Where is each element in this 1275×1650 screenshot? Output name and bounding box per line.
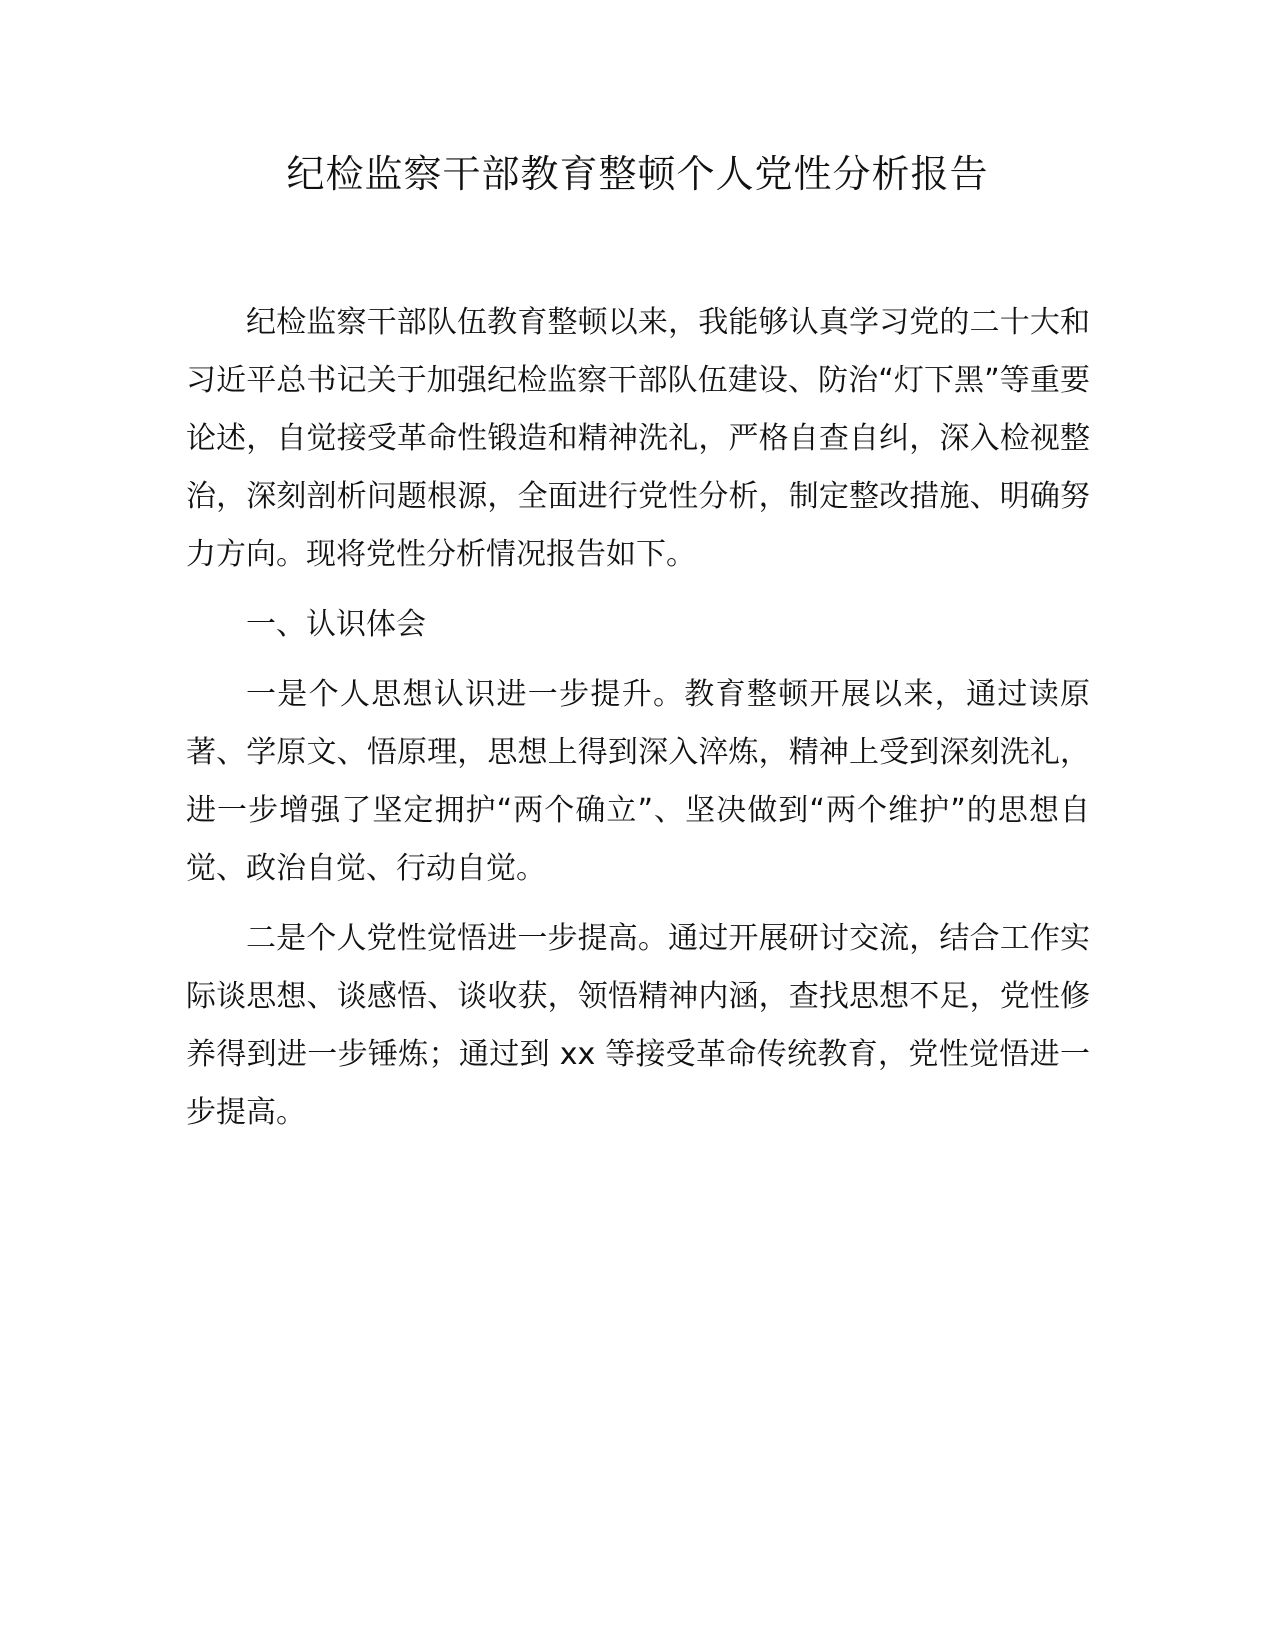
- section-heading-1: 一、认识体会: [246, 607, 426, 642]
- point-paragraph-1: 一是个人思想认识进一步提升。教育整顿开展以来，通过读原著、学原文、悟原理，思想上得到深入淬炼，精神上受到深刻洗礼，进一步增强了坚定拥护“两个确立”、坚决做到“两个维护”的思想自觉、政治自觉、行动自觉。: [186, 677, 1090, 886]
- point-paragraph-2: 二是个人党性觉悟进一步提高。通过开展研讨交流，结合工作实际谈思想、谈感悟、谈收获，领悟精神内涵，查找思想不足，党性修养得到进一步锤炼；通过到 xx 等接受革命传统教育，党性觉悟进一步提高。: [186, 921, 1090, 1130]
- document-title: 纪检监察干部教育整顿个人党性分析报告: [286, 152, 989, 196]
- intro-paragraph: 纪检监察干部队伍教育整顿以来，我能够认真学习党的二十大和习近平总书记关于加强纪检监察干部队伍建设、防治“灯下黑”等重要论述，自觉接受革命性锻造和精神洗礼，严格自查自纠，深入检视整治，深刻剖析问题根源，全面进行党性分析，制定整改措施、明确努力方向。现将党性分析情况报告如下。: [186, 305, 1090, 572]
- document-body: [186, 294, 1090, 1154]
